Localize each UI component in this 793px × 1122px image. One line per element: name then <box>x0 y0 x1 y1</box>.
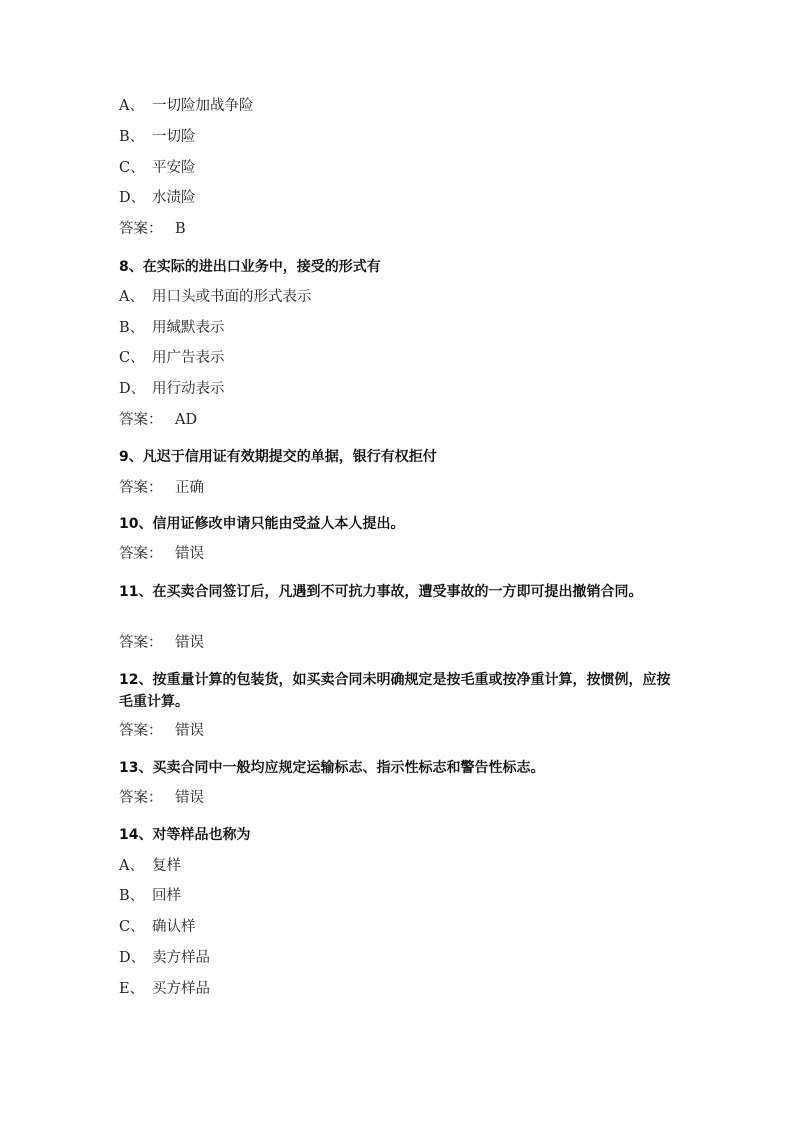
answer-value: 错误 <box>175 790 204 806</box>
answer-label: 答案： <box>119 412 163 428</box>
option-line <box>119 887 181 905</box>
answer-label: 答案： <box>119 221 163 237</box>
option-text: 一切险 <box>152 129 196 145</box>
option-label: B、 <box>119 320 145 336</box>
option-line <box>119 349 225 367</box>
answer-label: 答案： <box>119 723 163 739</box>
question-text: 9、凡迟于信用证有效期提交的单据，银行有权拒付 <box>119 449 437 465</box>
question-text: 11、在买卖合同签订后，凡遇到不可抗力事故，遭受事故的一方即可提出撤销合同。 <box>119 584 643 600</box>
option-label: B、 <box>119 888 145 904</box>
option-text: 一切险加战争险 <box>152 98 254 114</box>
option-label: E、 <box>119 981 145 997</box>
answer-line <box>119 479 204 497</box>
answer-value: 错误 <box>175 546 204 562</box>
option-label: D、 <box>119 190 146 206</box>
answer-line <box>119 634 204 652</box>
answer-line <box>119 545 204 563</box>
option-text: 回样 <box>152 888 181 904</box>
option-line <box>119 159 196 177</box>
question-text: 13、买卖合同中一般均应规定运输标志、指示性标志和警告性标志。 <box>119 760 545 776</box>
option-line <box>119 97 254 115</box>
answer-line <box>119 411 197 429</box>
answer-value: AD <box>175 412 198 428</box>
answer-value: 正确 <box>175 480 204 496</box>
question-text: 14、对等样品也称为 <box>119 827 251 843</box>
option-text: 平安险 <box>152 160 196 176</box>
option-label: B、 <box>119 129 145 145</box>
answer-label: 答案： <box>119 546 163 562</box>
option-text: 用口头或书面的形式表示 <box>152 289 312 305</box>
option-line <box>119 189 196 207</box>
option-text: 确认样 <box>152 919 196 935</box>
option-line <box>119 288 312 306</box>
answer-line <box>119 789 204 807</box>
option-line <box>119 857 181 875</box>
option-label: C、 <box>119 350 145 366</box>
option-line <box>119 380 225 398</box>
option-label: A、 <box>119 858 144 874</box>
option-label: C、 <box>119 160 145 176</box>
answer-value: B <box>175 221 186 237</box>
option-line <box>119 949 210 967</box>
option-line <box>119 319 225 337</box>
option-line <box>119 128 196 146</box>
option-label: D、 <box>119 381 146 397</box>
option-text: 用缄默表示 <box>152 320 225 336</box>
question-text: 12、按重量计算的包装货，如买卖合同未明确规定是按毛重或按净重计算，按惯例，应按毛重计算。 <box>119 672 671 710</box>
option-text: 复样 <box>152 858 181 874</box>
option-text: 卖方样品 <box>152 950 210 966</box>
option-label: D、 <box>119 950 146 966</box>
option-label: C、 <box>119 919 145 935</box>
option-label: A、 <box>119 98 144 114</box>
option-line <box>119 980 210 998</box>
option-text: 买方样品 <box>152 981 210 997</box>
answer-value: 错误 <box>175 723 204 739</box>
answer-line <box>119 220 186 238</box>
question-text: 8、在实际的进出口业务中，接受的形式有 <box>119 259 381 275</box>
option-label: A、 <box>119 289 144 305</box>
answer-label: 答案： <box>119 480 163 496</box>
answer-label: 答案： <box>119 790 163 806</box>
option-text: 用行动表示 <box>152 381 225 397</box>
option-text: 用广告表示 <box>152 350 225 366</box>
option-text: 水渍险 <box>152 190 196 206</box>
answer-value: 错误 <box>175 635 204 651</box>
answer-label: 答案： <box>119 635 163 651</box>
answer-line <box>119 722 204 740</box>
question-text: 10、信用证修改申请只能由受益人本人提出。 <box>119 516 405 532</box>
option-line <box>119 918 196 936</box>
